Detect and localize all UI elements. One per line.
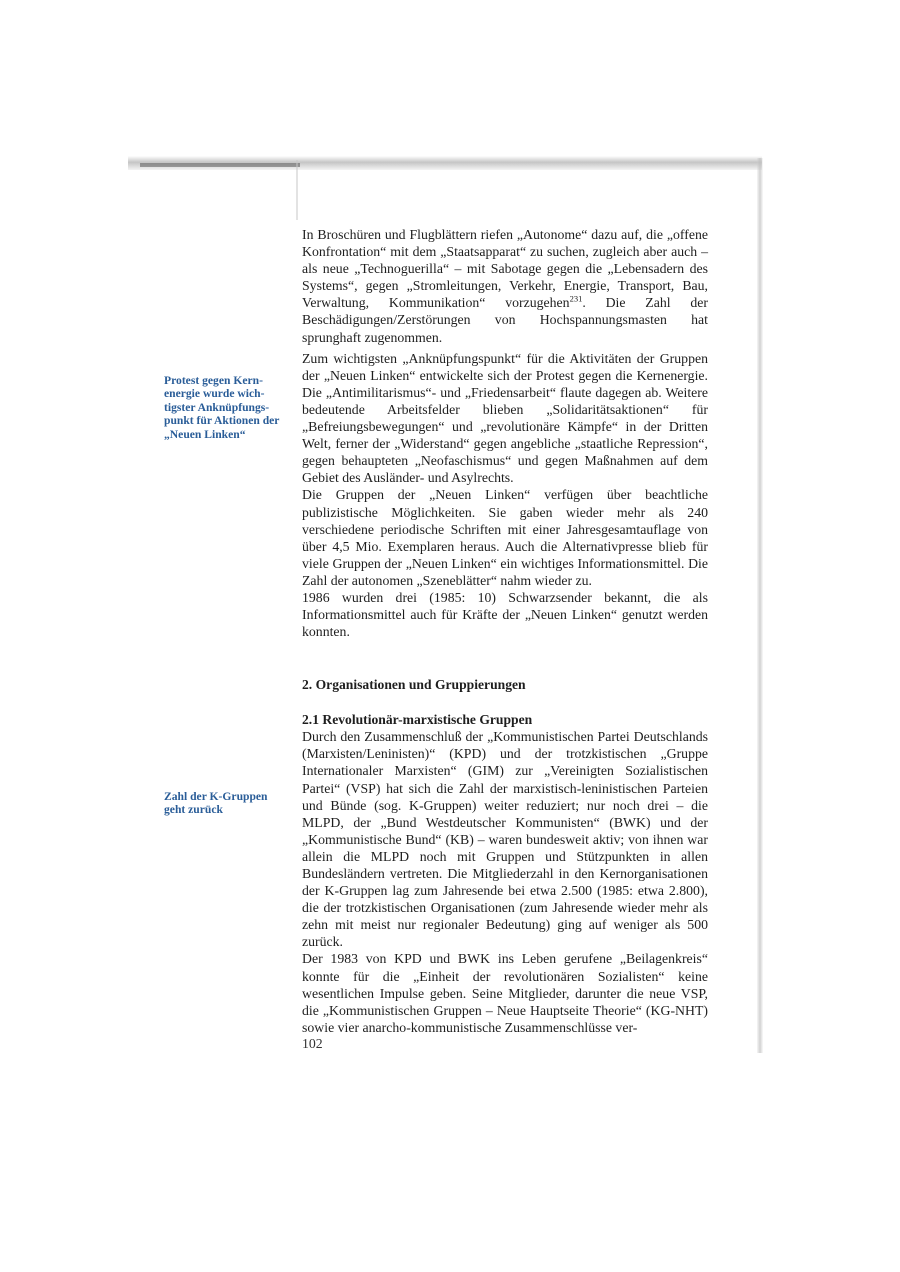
paragraph-schwarzsender: 1986 wurden drei (1985: 10) Schwarzsender bekannt, die als Informationsmittel auch für Kräfte der „Neuen Linken“ genutzt werden konnten.: [302, 589, 708, 640]
paragraph-beilagenkreis: Der 1983 von KPD und BWK ins Leben gerufene „Beilagenkreis“ konnte für die „Einheit der revolutionären Sozialisten“ keine wesentlichen Impulse geben. Seine Mitglieder, darunter die neue VSP, die „Kommunistischen Gruppen – Neue Hauptseite Theorie“ (KG-NHT) sowie vier anarcho-kommunistische Zusammenschlüsse ver-: [302, 951, 708, 1035]
paragraph-autonome-text: In Broschüren und Flugblättern riefen „Autonome“ dazu auf, die „offene Konfrontation“ mit dem „Staatsapparat“ zu suchen, zugleich aber auch – als neue „Technoguerilla“ – mit Sabotage gegen die „Lebensadern des Systems“, gegen „Stromleitungen, Verkehr, Energie, Transport, Bau, Verwaltung, Kommunikation“ vorzugehen: [302, 227, 708, 311]
paragraph-k-gruppen: Durch den Zusammenschluß der „Kommunistischen Partei Deutschlands (Marxisten/Leninisten)“ (KPD) und der trotzkistischen „Gruppe Internationaler Marxisten“ (GIM) zur „Vereinigten Sozialistischen Partei“ (VSP) hat sich die Zahl der marxistisch-leninistischen Parteien und Bünde (sog. K-Gruppen) weiter reduziert; nur noch drei – die MLPD, der „Bund Westdeutscher Kommunisten“ (BWK) und der „Kommunistische Bund“ (KB) – waren bundesweit aktiv; von ihnen war allein die MLPD noch mit Gruppen und Stützpunkten in allen Bundesländern vertreten. Die Mitgliederzahl in den Kernorganisationen der K-Gruppen lag zum Jahresende bei etwa 2.500 (1985: etwa 2.800), die der trotzkistischen Organisationen (zum Jahresende wieder mehr als zehn mit meist nur regionaler Bedeutung) ging auf weniger als 500 zurück.: [302, 729, 708, 950]
paragraph-autonome-end: . Die Zahl der Beschädigungen/Zerstörungen von Hochspannungsmasten hat sprunghaft zugenommen.: [302, 295, 708, 345]
subsection-heading-revolutionaer-marxistisch: 2.1 Revolutionär-marxistische Gruppen: [302, 712, 533, 728]
paragraph-kernenergie: Zum wichtigsten „Anknüpfungspunkt“ für die Aktivitäten der Gruppen der „Neuen Linken“ entwickelte sich der Protest gegen die Kernenergie. Die „Antimilitarismus“- und „Friedensarbeit“ flaute dagegen ab. Weitere bedeutende Arbeitsfelder blieben „Solidaritätsaktionen“ für „Befreiungsbewegungen“ und „revolutionäre Kämpfe“ in der Dritten Welt, ferner der „Widerstand“ gegen angebliche „staatliche Repression“, gegen behaupteten „Neofaschismus“ und gegen Maßnahmen auf dem Gebiet des Ausländer- und Asylrechts.: [302, 350, 708, 486]
section-heading-organisationen: 2. Organisationen und Gruppierungen: [302, 677, 526, 693]
paragraph-autonome: [302, 226, 708, 346]
main-text-column: [302, 226, 708, 1036]
margin-note-k-gruppen: Zahl der K-Gruppen geht zurück: [164, 790, 268, 817]
paragraph-publizistik: Die Gruppen der „Neuen Linken“ verfügen über beachtliche publizistische Möglichkeiten. Sie gaben wieder mehr als 240 verschiedene periodische Schriften mit einer Jahresgesamtauflage von über 4,5 Mio. Exemplaren heraus. Auch die Alternativpresse blieb für viele Gruppen der „Neuen Linken“ ein wichtiges Informationsmittel. Die Zahl der autonomen „Szeneblätter“ nahm wieder zu.: [302, 487, 708, 588]
footnote-ref-231: 231: [569, 293, 583, 304]
page-number: 102: [302, 1036, 323, 1051]
scan-shadow-top-dark: [140, 163, 300, 167]
scan-fold-mark: [296, 160, 298, 220]
scan-shadow-right: [757, 158, 763, 1053]
margin-note-kernenergie: Protest gegen Kern- energie wurde wich- tigster Anknüpfungs- punkt für Aktionen der „Neuen Linken“: [164, 374, 280, 441]
